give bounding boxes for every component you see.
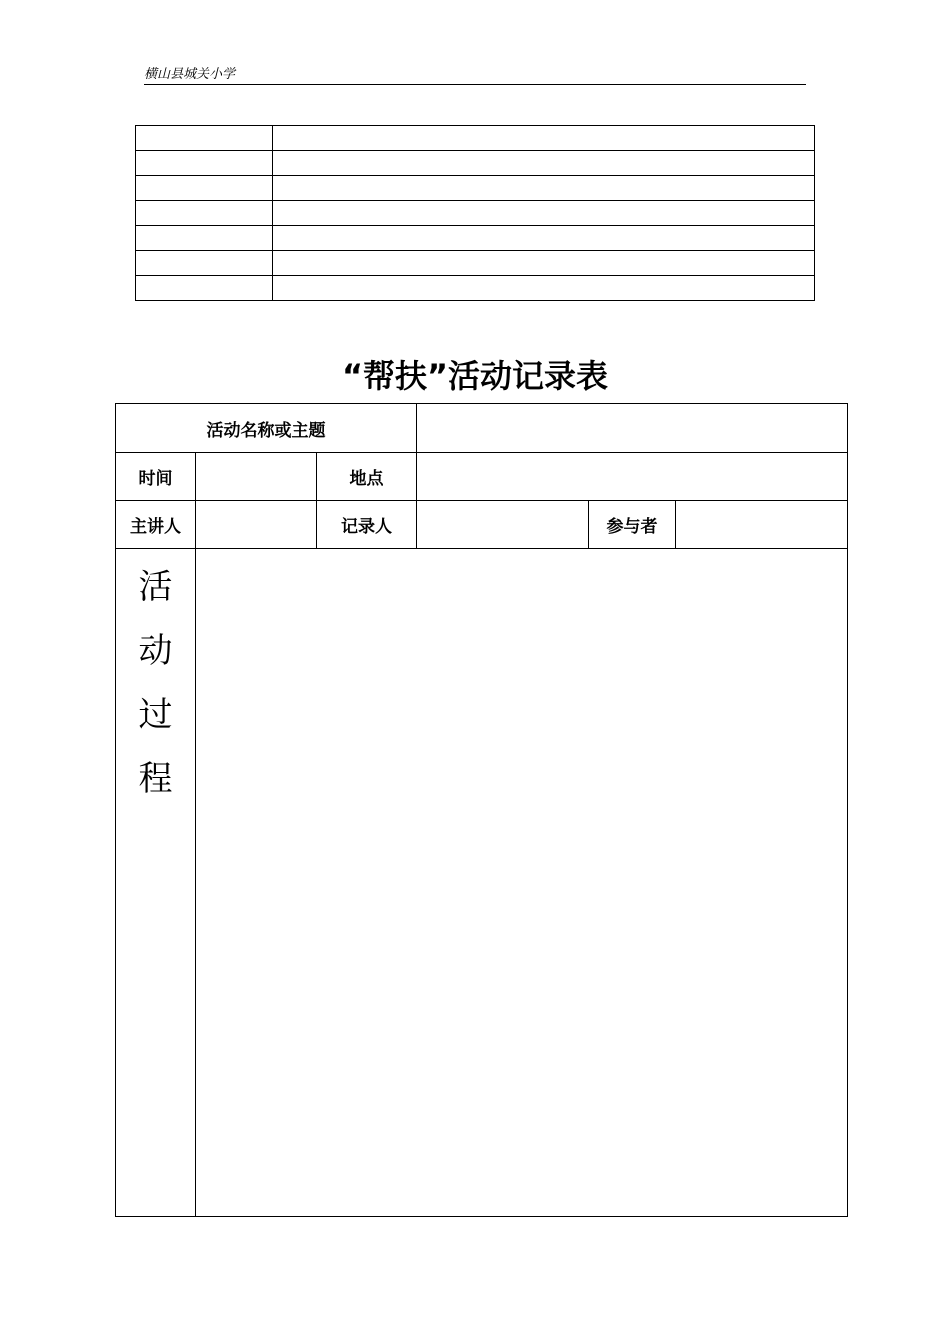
blank-label-cell[interactable] [136,251,273,276]
blank-value-cell[interactable] [273,176,815,201]
time-label: 时间 [116,453,196,501]
blank-label-cell[interactable] [136,151,273,176]
blank-label-cell[interactable] [136,126,273,151]
blank-table-row [136,176,815,201]
place-field[interactable] [417,453,848,501]
activity-name-field[interactable] [417,404,848,453]
time-field[interactable] [196,453,317,501]
participants-field[interactable] [676,501,848,549]
page-header [144,64,806,85]
row-time-place [116,453,848,501]
blank-value-cell[interactable] [273,226,815,251]
blank-label-cell[interactable] [136,226,273,251]
blank-value-cell[interactable] [273,276,815,301]
row-people [116,501,848,549]
blank-table-row [136,201,815,226]
blank-label-cell[interactable] [136,176,273,201]
process-label-char: 活 [138,567,173,607]
blank-label-cell[interactable] [136,201,273,226]
process-label-char: 动 [138,631,173,671]
blank-table-row [136,276,815,301]
blank-table-row [136,226,815,251]
participants-label: 参与者 [589,501,676,549]
blank-value-cell[interactable] [273,251,815,276]
blank-table-row [136,251,815,276]
process-label [116,549,196,1217]
speaker-field[interactable] [196,501,317,549]
blank-table-row [136,126,815,151]
blank-table [135,125,815,301]
recorder-field[interactable] [417,501,589,549]
blank-table-row [136,151,815,176]
process-label-char: 过 [138,695,173,735]
form-title: “帮扶”活动记录表 [341,357,609,395]
row-process [116,549,848,1217]
activity-record-table [115,403,848,1217]
speaker-label: 主讲人 [116,501,196,549]
blank-label-cell[interactable] [136,276,273,301]
row-activity-name [116,404,848,453]
blank-value-cell[interactable] [273,126,815,151]
recorder-label: 记录人 [317,501,417,549]
activity-name-label: 活动名称或主题 [116,404,417,453]
school-name: 横山县城关小学 [144,67,236,82]
process-label-char: 程 [138,759,173,799]
blank-value-cell[interactable] [273,151,815,176]
blank-value-cell[interactable] [273,201,815,226]
process-field[interactable] [196,549,848,1217]
place-label: 地点 [317,453,417,501]
